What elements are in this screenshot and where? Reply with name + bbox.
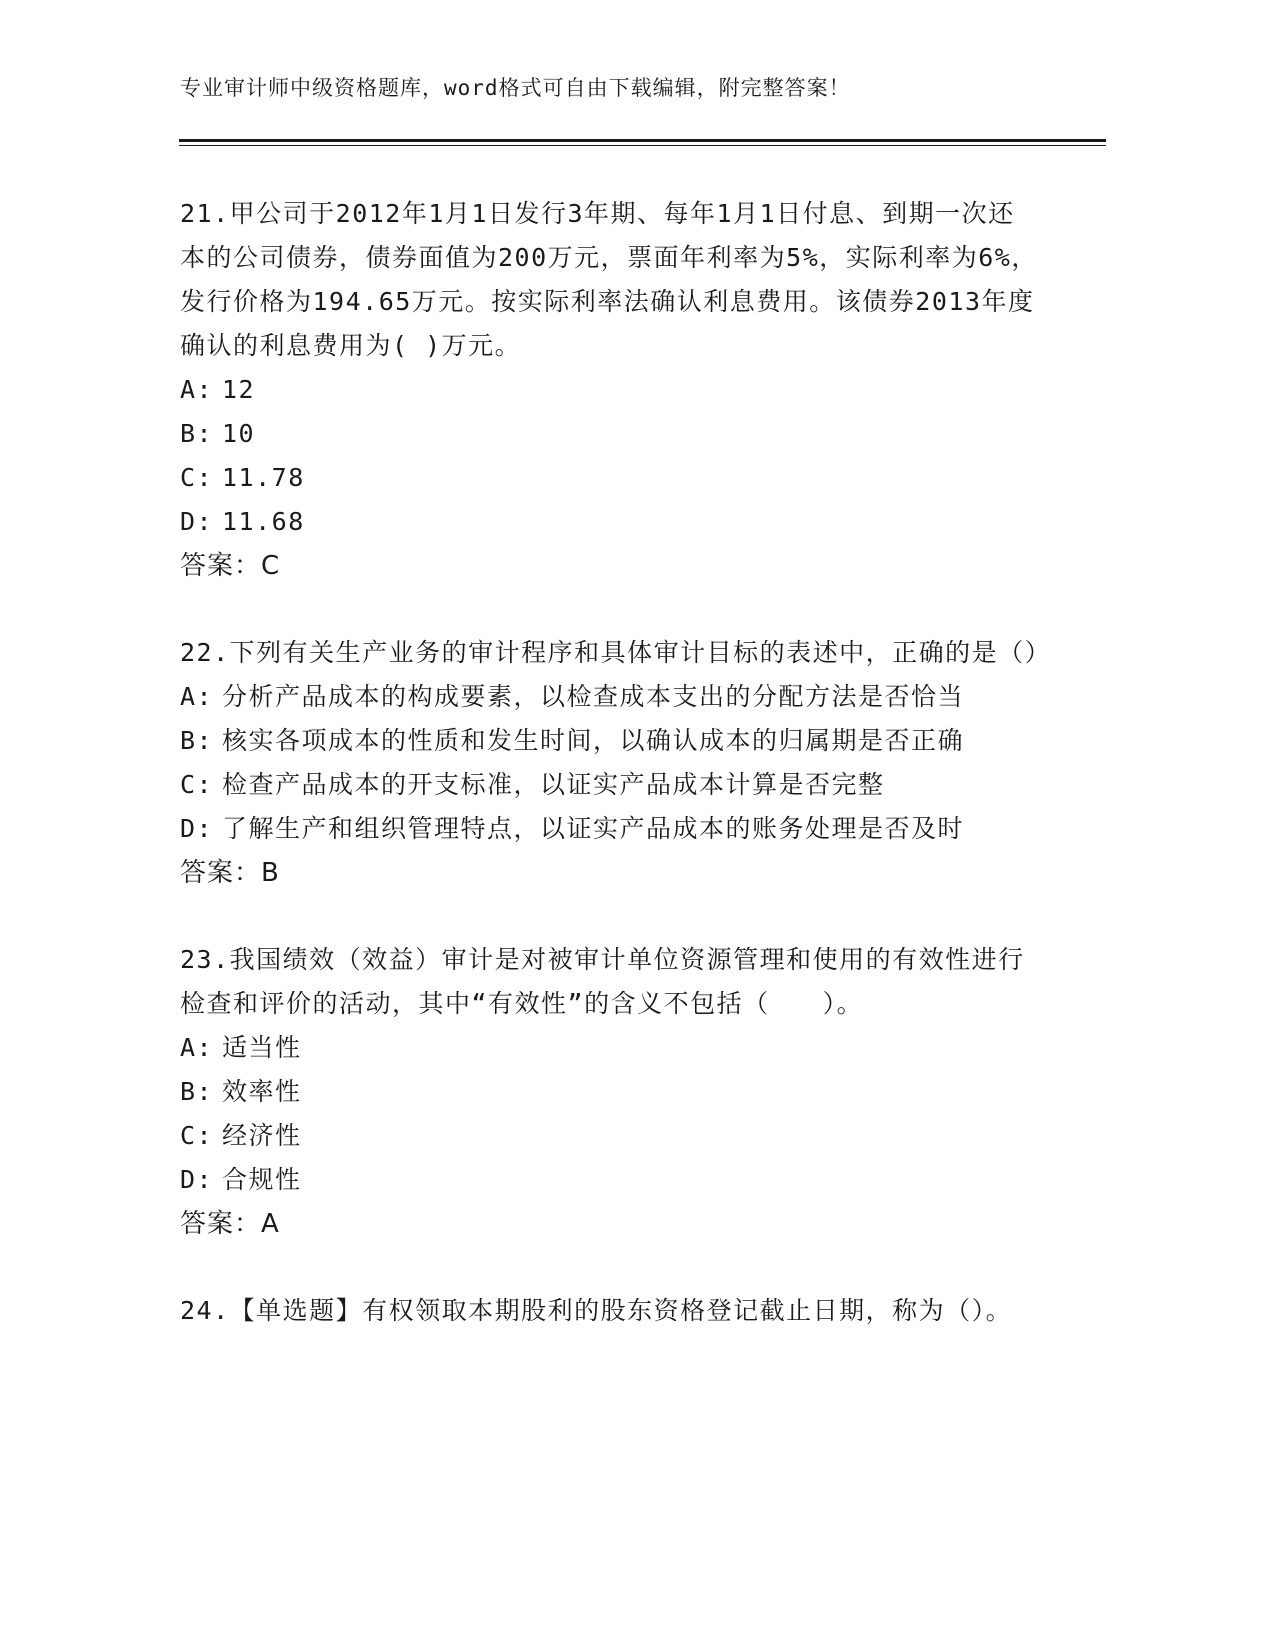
option-d — [180, 1158, 1040, 1202]
spacer — [180, 588, 1040, 631]
answer-label: 答案：A — [180, 1209, 280, 1239]
question-stem: 24.【单选题】有权领取本期股利的股东资格登记截止日期，称为（）。 — [180, 1296, 1013, 1325]
option-text: 合规性 — [222, 1165, 302, 1194]
option-c — [180, 1114, 1040, 1158]
question-24 — [180, 1289, 1040, 1333]
option-a — [180, 675, 1040, 719]
option-d — [180, 807, 1040, 851]
option-text: 适当性 — [222, 1033, 302, 1062]
option-key: C: — [180, 463, 214, 492]
question-stem: 21.甲公司于2012年1月1日发行3年期、每年1月1日付息、到期一次还本的公司债券，债券面值为200万元，票面年利率为5%，实际利率为6%，发行价格为194.65万元。按实际利率法确认利息费用。该债券2013年度确认的利息费用为( )万元。 — [180, 199, 1038, 360]
question-stem: 22.下列有关生产业务的审计程序和具体审计目标的表述中，正确的是（） — [180, 638, 1052, 667]
option-key: D: — [180, 1165, 214, 1194]
option-key: B: — [180, 726, 214, 755]
option-b — [180, 1070, 1040, 1114]
option-text: 核实各项成本的性质和发生时间，以确认成本的归属期是否正确 — [222, 726, 965, 755]
option-text: 效率性 — [222, 1077, 302, 1106]
option-text: 经济性 — [222, 1121, 302, 1150]
question-list — [180, 192, 1052, 1333]
question-22 — [180, 631, 1052, 895]
option-text: 10 — [222, 419, 256, 448]
option-a — [180, 1026, 1040, 1070]
option-text: 检查产品成本的开支标准，以证实产品成本计算是否完整 — [222, 770, 885, 799]
option-text: 分析产品成本的构成要素，以检查成本支出的分配方法是否恰当 — [222, 682, 965, 711]
option-c — [180, 456, 1040, 500]
option-key: B: — [180, 419, 214, 448]
header-divider-thin — [179, 145, 1106, 146]
option-text: 12 — [222, 375, 256, 404]
option-b — [180, 412, 1040, 456]
question-21 — [180, 192, 1040, 588]
option-key: B: — [180, 1077, 214, 1106]
option-key: C: — [180, 770, 214, 799]
question-23 — [180, 938, 1040, 1246]
answer-label: 答案：C — [180, 551, 281, 581]
option-key: A: — [180, 1033, 214, 1062]
option-key: D: — [180, 814, 214, 843]
option-d — [180, 500, 1040, 544]
page-header-text: 专业审计师中级资格题库，word格式可自由下载编辑，附完整答案！ — [180, 76, 851, 100]
option-a — [180, 368, 1040, 412]
option-key: A: — [180, 375, 214, 404]
option-text: 11.78 — [222, 463, 305, 492]
header-divider-thick — [179, 139, 1106, 142]
option-text: 了解生产和组织管理特点，以证实产品成本的账务处理是否及时 — [222, 814, 965, 843]
question-stem: 23.我国绩效（效益）审计是对被审计单位资源管理和使用的有效性进行检查和评价的活动，其中“有效性”的含义不包括（ ）。 — [180, 945, 1025, 1018]
spacer — [180, 895, 1040, 938]
option-key: C: — [180, 1121, 214, 1150]
answer-label: 答案：B — [180, 858, 280, 888]
option-b — [180, 719, 1040, 763]
option-key: A: — [180, 682, 214, 711]
spacer — [180, 1246, 1040, 1289]
option-key: D: — [180, 507, 214, 536]
option-c — [180, 763, 1040, 807]
option-text: 11.68 — [222, 507, 305, 536]
